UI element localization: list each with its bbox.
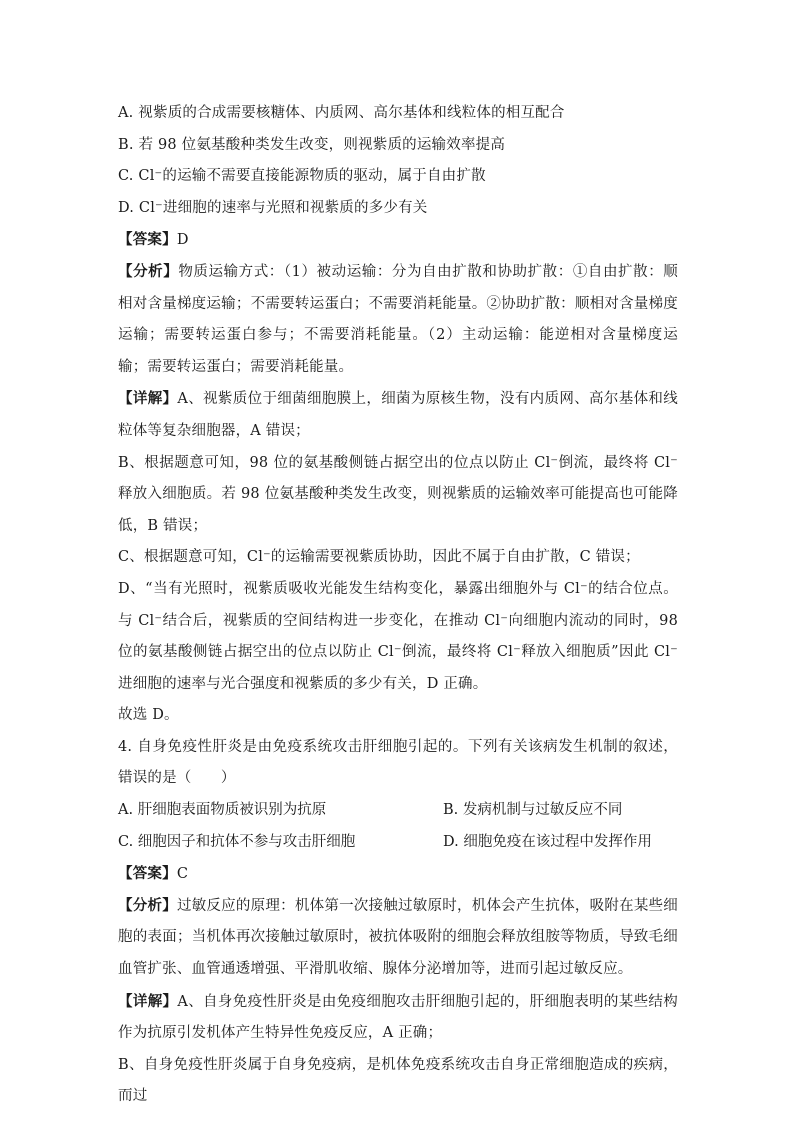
q3-option-d: D. Cl⁻进细胞的速率与光照和视紫质的多少有关 — [118, 199, 428, 216]
q3-answer-tag: 【答案】 — [118, 231, 177, 249]
q3-conclusion: 故选 D。 — [118, 707, 179, 724]
q4-answer — [118, 858, 678, 890]
q3-option-b: B. 若 98 位氨基酸种类发生改变，则视紫质的运输效率提高 — [118, 136, 506, 153]
q4-answer-tag: 【答案】 — [118, 865, 177, 883]
q4-options-row-2 — [118, 827, 678, 859]
q3-analysis — [118, 256, 678, 383]
q3-detail-d: D、“当有光照时，视紫质吸收光能发生结构变化，暴露出细胞外与 Cl⁻的结合位点。与 Cl⁻结合后，视紫质的空间结构进一步变化，在推动 Cl⁻向细胞内流动的同时，98 位的氨基酸侧链占据空出的位点以防止 Cl⁻倒流，最终将 Cl⁻释放入细胞质”因此 Cl⁻进细胞的速率与光合强度和视紫质的多少有关，D 正确。 — [118, 580, 678, 692]
q4-analysis — [118, 890, 678, 986]
q4-analysis-text: 过敏反应的原理：机体第一次接触过敏原时，机体会产生抗体，吸附在某些细胞的表面；当机体再次接触过敏原时，被抗体吸附的细胞会释放组胺等物质，导致毛细血管扩张、血管通透增强、平滑肌收缩、腺体分泌增加等，进而引起过敏反应。 — [118, 897, 678, 978]
q4-option-a: A. 肝细胞表面物质被识别为抗原 — [118, 802, 327, 819]
q3-detail-a-text: A、视紫质位于细菌细胞膜上，细菌为原核生物，没有内质网、高尔基体和线粒体等复杂细胞器，A 错误； — [118, 391, 678, 439]
q4-option-b: B. 发病机制与过敏反应不同 — [443, 802, 623, 819]
q4-answer-value: C — [176, 866, 189, 883]
q4-stem: 4. 自身免疫性肝炎是由免疫系统攻击肝细胞引起的。下列有关该病发生机制的叙述，错误的是（ ） — [118, 738, 678, 787]
q4-detail-a — [118, 986, 678, 1050]
q3-analysis-text: 物质运输方式：（1）被动运输：分为自由扩散和协助扩散：①自由扩散：顺相对含量梯度运输；不需要转运蛋白；不需要消耗能量。②协助扩散：顺相对含量梯度运输；需要转运蛋白参与；不需要消耗能量。（2）主动运输：能逆相对含量梯度运输；需要转运蛋白；需要消耗能量。 — [118, 263, 678, 375]
q3-analysis-tag: 【分析】 — [118, 262, 179, 280]
q4-options-row-1 — [118, 795, 678, 827]
q4-option-c: C. 细胞因子和抗体不参与攻击肝细胞 — [118, 833, 356, 850]
q3-detail-b: B、根据题意可知，98 位的氨基酸侧链占据空出的位点以防止 Cl⁻倒流，最终将 Cl⁻释放入细胞质。若 98 位氨基酸种类发生改变，则视紫质的运输效率可能提高也可能降低，B 错误； — [118, 454, 678, 534]
q3-detail-a — [118, 383, 678, 447]
q3-detail-c: C、根据题意可知，Cl⁻的运输需要视紫质协助，因此不属于自由扩散，C 错误； — [118, 549, 640, 566]
q4-detail-b: B、自身免疫性肝炎属于自身免疫病，是机体免疫系统攻击自身正常细胞造成的疾病，而过 — [118, 1056, 678, 1105]
q3-option-c: C. Cl⁻的运输不需要直接能源物质的驱动，属于自由扩散 — [118, 168, 486, 185]
q4-detail-tag: 【详解】 — [118, 992, 178, 1010]
q4-detail-a-text: A、自身免疫性肝炎是由免疫细胞攻击肝细胞引起的，肝细胞表明的某些结构作为抗原引发机体产生特异性免疫反应，A 正确； — [118, 993, 678, 1042]
q3-answer — [118, 224, 678, 256]
q4-option-d: D. 细胞免疫在该过程中发挥作用 — [443, 833, 652, 850]
q3-option-a: A. 视紫质的合成需要核糖体、内质网、高尔基体和线粒体的相互配合 — [118, 105, 565, 121]
q3-answer-value: D — [176, 232, 189, 249]
q3-detail-tag: 【详解】 — [118, 390, 178, 408]
q4-analysis-tag: 【分析】 — [118, 896, 177, 914]
document-page — [118, 98, 678, 1113]
